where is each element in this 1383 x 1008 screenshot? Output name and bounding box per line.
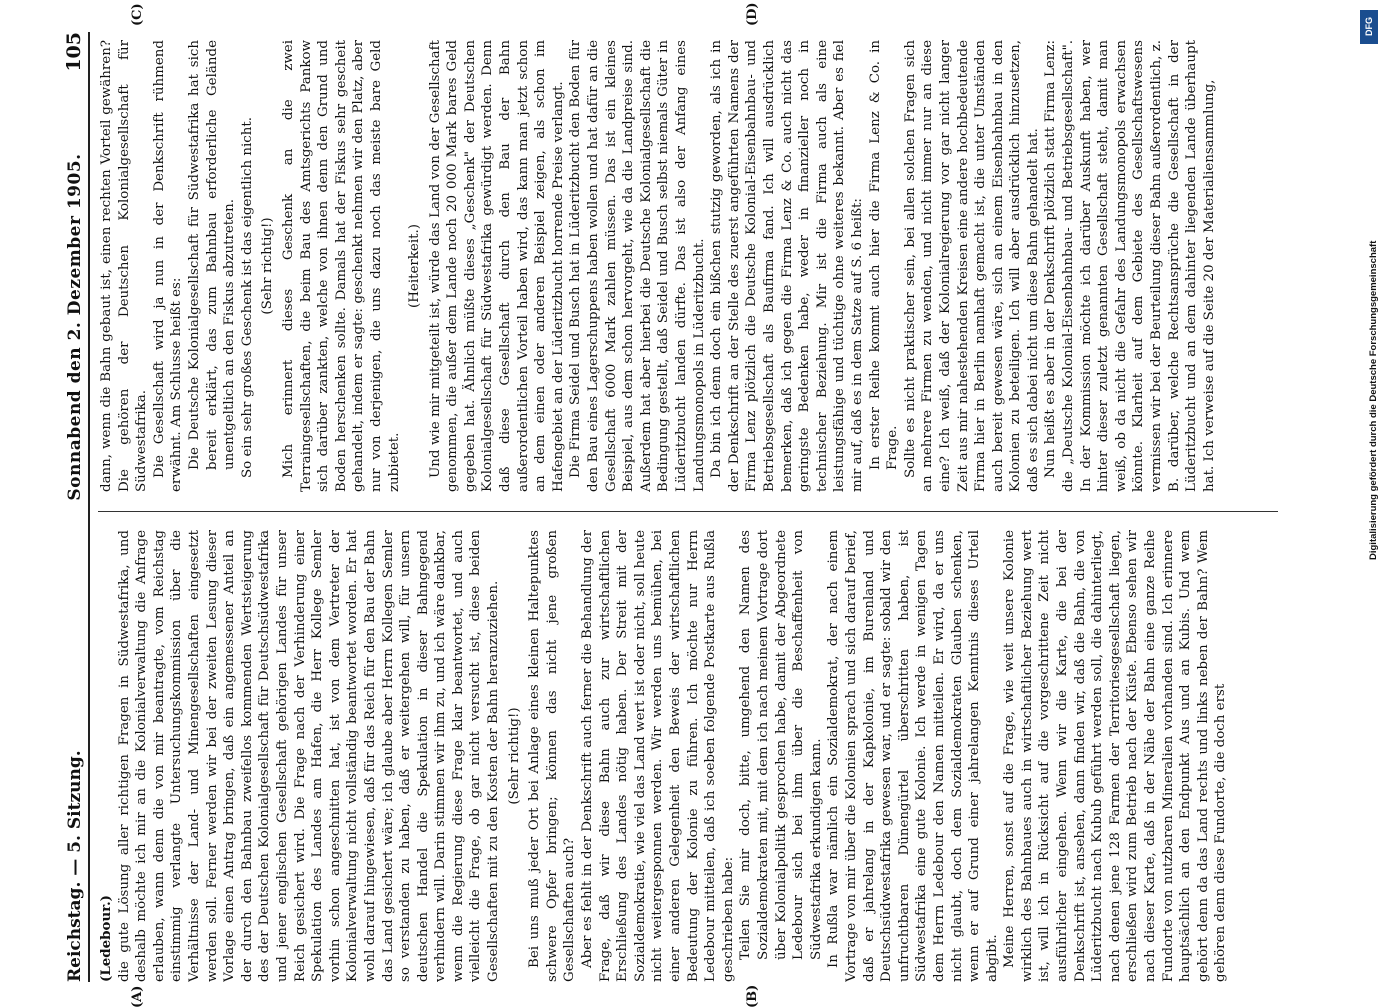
page-header [60, 32, 90, 982]
dfg-logo: DFG [1360, 10, 1378, 44]
digitization-credit: Digitalisierung gefördert durch die Deutsche Forschungsgemeinschaft [1368, 240, 1379, 560]
speaker-name: (Ledebour.) [98, 894, 114, 982]
header-center: Sonnabend den 2. Dezember 1905. [65, 153, 85, 501]
margin-label-a: (A) [130, 985, 145, 1008]
quotation: In erster Reihe kommt auch hier die Firma Lenz & Co. in Frage. [867, 40, 901, 470]
paragraph: Nun heißt es aber in der Denkschrift plötzlich statt Firma Lenz: die „Deutsche Kolonial-Eisenbahnbau- und Betriebsgesellschaft". In der Kommission möchte ich darüber Auskunft haben, wer hinter dieser zuletzt genannten Gesellschaft steht, damit man weiß, ob da nicht die Gefahr des Landungsmonopols erwachsen könnte. Klarheit auf dem Gebiete des Gesellschaftswesens vermissen wir bei der Beurteilung dieser Bahn außerordentlich, z. B. darüber, welche Rechtsansprüche die Gesellschaft in der Lüderitzbucht und an dem dahinter liegenden Lande überhaupt hat. Ich verweise auf die Seite 20 der Materialiensammlung, [1043, 40, 1217, 492]
page-sheet [60, 2, 1290, 1008]
paragraph: Aber es fehlt in der Denkschrift auch ferner die Behandlung der Frage, daß wir diese Bahn auch zur wirtschaftlichen Erschließung des Landes nötig haben. Der Streit mit der Sozialdemokratie, wie viel das Land wert ist oder nicht, soll heute nicht weitergesponnen werden. Wir werden uns bemühen, bei einer anderen Gelegenheit den Beweis der wirtschaftlichen Bedeutung der Kolonie zu führen. Ich möchte nur Herrn Ledebour mitteilen, daß ich soeben folgende Postkarte aus Rußla geschrieben habe: [580, 530, 736, 982]
paragraph: Die Gesellschaft wird ja nun in der Denkschrift rühmend erwähnt. Am Schlusse heißt es: [151, 40, 185, 492]
paragraph: Mich erinnert dieses Geschenk an die zwei Terraingesellschaften, die beim Bau des Amtsgerichts Pankow sich darüber zankten, welche von ihnen denn den Grund und Boden herschenken sollte. Damals hat der Fiskus sehr gescheit gehandelt, indem er sagte: geschenkt nehmen wir den Platz, aber nur von derjenigen, die uns dazu noch das meiste bare Geld zubietet. [280, 40, 402, 492]
paragraph: Da bin ich denn doch ein bißchen stutzig geworden, als ich in der Denkschrift an der Stelle des zuerst angeführten Namens der Firma Lenz plötzlich die Deutsche Kolonial-Eisenbahnbau- und Betriebsgesellschaft als Baufirma fand. Ich will ausdrücklich bemerken, daß ich gegen die Firma Lenz & Co. auch nicht das geringste Bedenken habe, weder in finanzieller noch in technischer Beziehung. Mir ist die Firma auch als eine leistungsfähige und tüchtige ohne weiteres bekannt. Aber es fiel mir auf, daß es in dem Satze auf S. 6 heißt: [709, 40, 865, 492]
interjection: (Sehr richtig!) [506, 707, 522, 805]
paragraph: Bei uns muß jeder Ort bei Anlage eines kleinen Haltepunktes schwere Opfer bringen; können das nicht jene großen Gesellschaften auch? [527, 530, 578, 982]
paragraph: Die Firma Seidel und Busch hat in Lüderitzbucht den Boden für den Bau eines Lagerschuppens haben wollen und hat dafür an die Gesellschaft 6000 Mark zahlen müssen. Das ist ein kleines Beispiel, aus dem schon hervorgeht, wie da die Landpreise sind. Außerdem hat aber hierbei die Deutsche Kolonialgesellschaft die Bedingung gestellt, daß Seidel und Busch selbst niemals Güter in Lüderitzbucht landen dürfte. Das ist also der Anfang eines Landungsmonopols in Lüderitzbucht. [568, 40, 707, 492]
paragraph: So ein sehr großes Geschenk ist das eigentlich nicht. [239, 116, 255, 478]
quotation: Die Deutsche Kolonialgesellschaft für Südwestafrika hat sich bereit erklärt, das zum Bahnbau erforderliche Gelände unentgeltlich an den Fiskus abzutreten. [186, 40, 238, 470]
interjection: (Heiterkeit.) [407, 224, 423, 308]
paragraph: die gute Lösung aller richtigen Fragen in Südwestafrika, und deshalb möchte ich mir an die Kolonialverwaltung die Anfrage erlauben, wann denn die von mir beantragte, vom Reichstag einstimmig verlangte Untersuchungskommission über die Verhältnisse der Land- und Minengesellschaften eingesetzt werden soll. Ferner werden wir bei der zweiten Lesung dieser Vorlage einen Antrag bringen, daß ein angemessener Anteil an der durch den Bahnbau zweifellos kommenden Wertsteigerung des der Deutschen Kolonialgesellschaft für Deutschsüdwestafrika und jener englischen Gesellschaft gehörigen Landes für unser Reich gesichert wird. Die Frage nach der Verhinderung einer Spekulation des Landes am Hafen, die Herr Kollege Semler vorhin schon angeschnitten hat, ist von dem Vertreter der Kolonialverwaltung nicht vollständig beantwortet worden. Er hat wohl darauf hingewiesen, daß für das Reich für den Bau der Bahn das Land gesichert wäre; ich glaube aber Herrn Kollegen Semler so verstanden zu haben, daß er weitergehen will, für unsern deutschen Handel die Spekulation in dieser Bahngegend verhindern will. Darin stimmen wir ihm zu, und ich wäre dankbar, wenn die Regierung diese Frage klar beantwortet, und auch vielleicht die Frage, ob gar nicht versucht ist, diese beiden Gesellschaften mit zu den Kosten der Bahn heranzuziehen. [116, 530, 502, 982]
paragraph: Meine Herren, sonst auf die Frage, wie weit unsere Kolonie wirklich des Bahnbaues auch in wirtschaftlicher Beziehung wert ist, will ich in Rücksicht auf die vorgeschrittene Zeit nicht ausführlicher eingehen. Wenn wir die Karte, die bei der Denkschrift ist, ansehen, dann finden wir, daß die Bahn, die von Lüderitzbucht nach Kubub geführt werden soll, die dahinterliegt, nach denen jene 128 Farmen der Territoriesgesellschaft liegen, erschließen wird zum Betrieb nach der Küste. Ebenso sehen wir nach dieser Karte, daß in der Nähe der Bahn eine ganze Reihe Fundorte von nutzbaren Mineralien vorhanden sind. Ich erinnere hauptsächlich an den Endpunkt Aus und an Kubis. Und wem gehört denn da das Land rechts und links neben der Bahn? Wem gehören denn diese Fundorte, die doch erst [1002, 530, 1229, 982]
header-left: Reichstag. — 5. Sitzung. [65, 750, 85, 982]
left-column [98, 530, 1278, 982]
column-divider [98, 511, 1278, 512]
right-column [98, 40, 1278, 492]
paragraph: In Rußla war nämlich ein Sozialdemokrat, der nach einem Vortrage von mir über die Kolonien sprach und sich darauf berief, daß er jahrelang in der Kapkolonie, im Burenland und Deutschsüdwestafrika gewesen war, und er sagte: sobald wir den unfruchtbaren Dünengürtel überschritten haben, ist Südwestafrika eine gute Kolonie. Ich werde in wenigen Tagen dem Herrn Ledebour den Namen mitteilen. Er wird, da er uns nicht glaubt, doch dem Sozialdemokraten Glauben schenken, wenn er auf Grund einer jahrelangen Kenntnis dieses Urteil abgibt. [826, 530, 1000, 982]
paragraph: Und wie mir mitgeteilt ist, würde das Land von der Gesellschaft genommen, die außer dem Lande noch 20 000 Mark bares Geld gegeben hat. Ähnlich müßte dieses „Geschenk" der Deutschen Kolonialgesellschaft für Südwestafrika gewürdigt werden. Denn daß diese Gesellschaft durch den Bau der Bahn außerordentlichen Vorteil haben wird, das kann man jetzt schon an dem einen oder anderen Beispiel zeigen, als schon im Hafengebiet an der Lüderitzbucht horrende Preise verlangt. [427, 40, 566, 492]
paragraph: Sollte es nicht praktischer sein, bei allen solchen Fragen sich an mehrere Firmen zu wenden, und nicht immer nur an diese eine? Ich weiß, daß der Kolonialregierung vor gar nicht langer Zeit aus mir nahestehenden Kreisen eine andere hochbedeutende Firma hier in Berlin namhaft gemacht ist, die unter Umständen auch bereit gewesen wäre, sich an einem Eisenbahnbau in den Kolonien zu beteiligen. Ich will aber ausdrücklich hinzusetzen, daß es sich dabei nicht um diese Bahn gehandelt hat. [902, 40, 1041, 492]
quotation: Teilen Sie mir doch, bitte, umgehend den Namen des Sozialdemokraten mit, mit dem ich nach meinem Vortrage dort über Kolonialpolitik gesprochen habe, damit der Abgeordnete Ledebour sich bei ihm über die Beschaffenheit von Südwestafrika erkundigen kann. [738, 530, 824, 960]
interjection: (Sehr richtig!) [260, 217, 276, 315]
margin-label-d: (D) [745, 2, 760, 26]
page-number: 105 [63, 32, 85, 72]
paragraph: dann, wenn die Bahn gebaut ist, einen rechten Vorteil gewähren? Die gehören der Deutschen Kolonialgesellschaft für Südwestafrika. [99, 40, 150, 492]
margin-label-b: (B) [745, 984, 760, 1008]
margin-label-c: (C) [130, 3, 145, 26]
